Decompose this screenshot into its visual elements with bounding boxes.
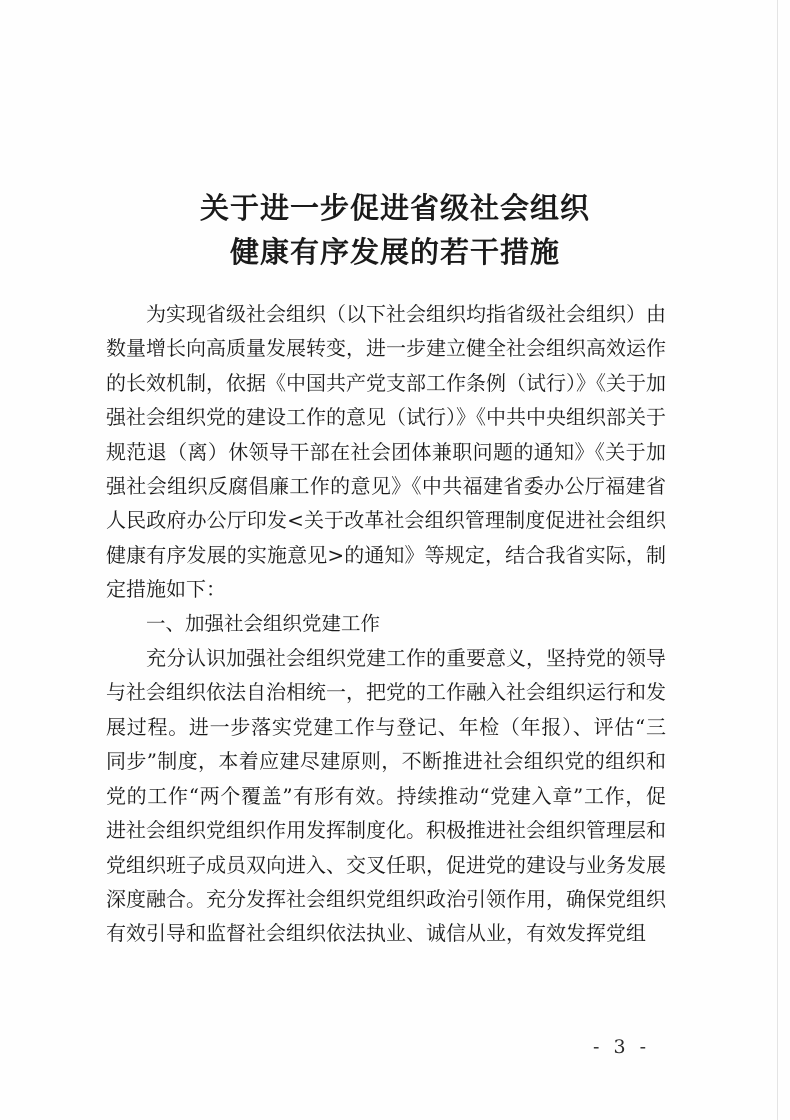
- page-number: - 3 -: [592, 1036, 650, 1058]
- document-title-line-1: 关于进一步促进省级社会组织: [199, 191, 590, 225]
- section-1-paragraph: 充分认识加强社会组织党建工作的重要意义，坚持党的领导与社会组织依法自治相统一，把党的工作融入社会组织运行和发展过程。进一步落实党建工作与登记、年检（年报）、评估“三同步”制度，本着应建尽建原则，不断推进社会组织党的组织和党的工作“两个覆盖”有形有效。持续推动“党建入章”工作，促进社会组织党组织作用发挥制度化。积极推进社会组织管理层和党组织班子成员双向进入、交叉任职，促进党的建设与业务发展深度融合。充分发挥社会组织党组织政治引领作用，确保党组织有效引导和监督社会组织依法执业、诚信从业，有效发挥党组: [106, 646, 666, 946]
- document-body: [106, 297, 666, 951]
- section-1-heading: 一、加强社会组织党建工作: [146, 611, 381, 635]
- document-title-line-2: 健康有序发展的若干措施: [229, 235, 560, 269]
- intro-paragraph: 为实现省级社会组织（以下社会组织均指省级社会组织）由数量增长向高质量发展转变，进一步建立健全社会组织高效运作的长效机制，依据《中国共产党支部工作条例（试行）》《关于加强社会组织党的建设工作的意见（试行）》《中共中央组织部关于规范退（离）休领导干部在社会团体兼职问题的通知》《关于加强社会组织反腐倡廉工作的意见》《中共福建省委办公厅福建省人民政府办公厅印发<关于改革社会组织管理制度促进社会组织健康有序发展的实施意见>的通知》等规定，结合我省实际，制定措施如下：: [106, 302, 666, 602]
- page-edge-divider: [777, 0, 778, 1120]
